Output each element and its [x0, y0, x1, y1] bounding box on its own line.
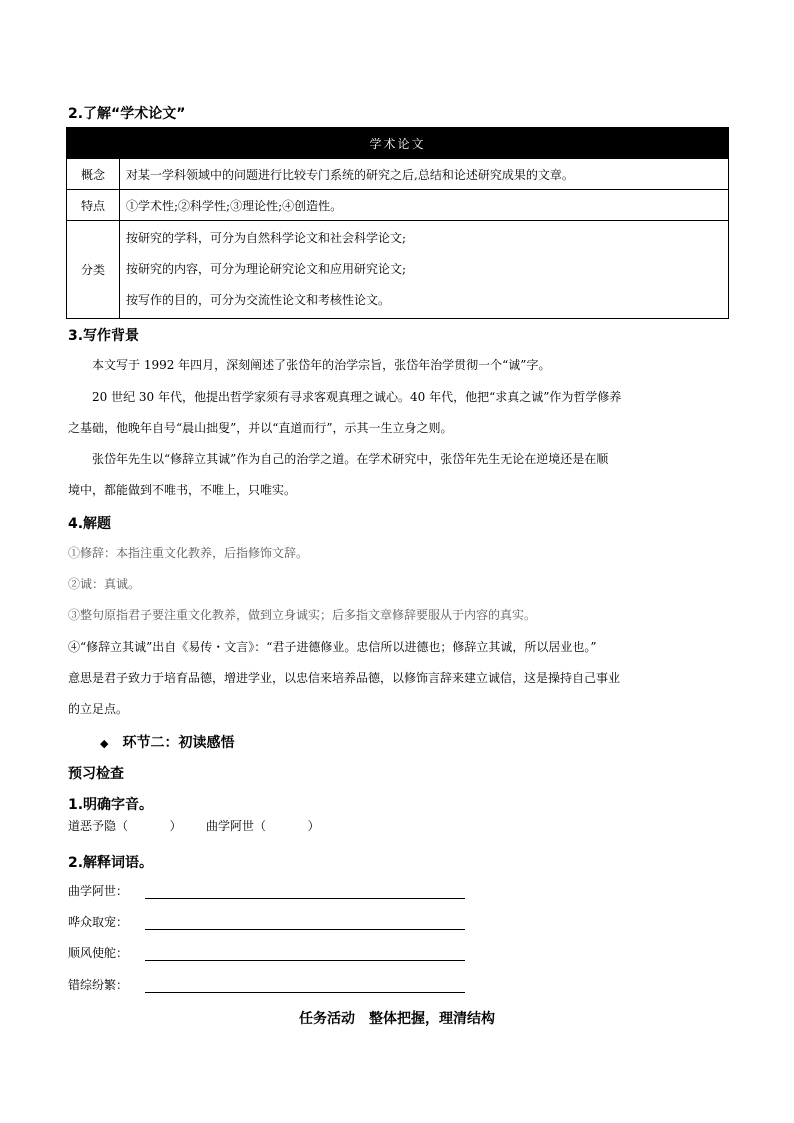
class-cell	[120, 221, 729, 319]
vocab-answer-line[interactable]	[145, 992, 465, 993]
table-row	[67, 159, 729, 190]
table-header: 学术论文	[67, 128, 729, 159]
section4-heading: 4.解题	[68, 516, 112, 532]
segment2-title: 环节二：初读感悟	[122, 735, 235, 751]
pronunciation-word: 道恶予隐（	[68, 819, 129, 833]
preview-heading: 预习检查	[68, 766, 124, 782]
vocab-term: 顺风使舵：	[68, 946, 129, 960]
background-paragraph-3: 张岱年先生以“修辞立其诚”作为自己的治学之道。在学术研究中，张岱年先生无论在逆境还是在顺	[92, 452, 609, 466]
vocab-answer-line[interactable]	[145, 898, 465, 899]
section3-heading: 3.写作背景	[68, 328, 140, 344]
pronunciation-heading: 1.明确字音。	[68, 797, 154, 813]
feature-label: 特点	[67, 190, 120, 221]
concept-label: 概念	[67, 159, 120, 190]
background-paragraph-2-cont: 之基础，他晚年自号“晨山拙叟”，并以“直道而行”，示其一生立身之则。	[68, 421, 453, 435]
title-explain-item-3: ③整句原指君子要注重文化教养，做到立身诚实；后多指文章修辞要服从于内容的真实。	[68, 608, 537, 622]
concept-text: 对某一学科领域中的问题进行比较专门系统的研究之后,总结和论述研究成果的文章。	[120, 159, 729, 190]
background-paragraph-3-cont: 境中，都能做到不唯书，不唯上，只唯实。	[68, 483, 297, 497]
paren-close: ）	[307, 819, 320, 833]
title-explain-item-4: ④“修辞立其诚”出自《易传・文言》：“君子进德修业。忠信所以进德也；修辞立其诚，所以居业也。”	[68, 640, 597, 654]
academic-paper-table	[66, 127, 729, 319]
vocab-term: 错综纷繁：	[68, 978, 129, 992]
title-explain-item-2: ②诚：真诚。	[68, 577, 141, 591]
vocab-answer-line[interactable]	[145, 929, 465, 930]
table-row	[67, 221, 729, 319]
paren-close: ）	[169, 819, 182, 833]
class-label: 分类	[67, 221, 120, 319]
title-explain-item-1: ①修辞：本指注重文化教养，后指修饰文辞。	[68, 546, 309, 560]
table-row	[67, 190, 729, 221]
task-title: 任务活动 整体把握，理清结构	[299, 1011, 495, 1027]
vocab-answer-line[interactable]	[145, 960, 465, 961]
background-paragraph-2: 20 世纪 30 年代，他提出哲学家须有寻求客观真理之诚心。40 年代，他把“求真之诚”作为哲学修养	[92, 390, 622, 404]
section2-heading: 2.了解“学术论文”	[68, 106, 186, 122]
diamond-bullet-icon: ◆	[100, 737, 109, 750]
class-line: 按研究的内容，可分为理论研究论文和应用研究论文;	[126, 262, 407, 276]
background-paragraph-1: 本文写于 1992 年四月，深刻阐述了张岱年的治学宗旨，张岱年治学贯彻一个“诚”字。	[92, 358, 551, 372]
pronunciation-word: 曲学阿世（	[206, 819, 267, 833]
title-explain-item-4-cont: 意思是君子致力于培育品德，增进学业，以忠信来培养品德，以修饰言辞来建立诚信，这是操持自己事业	[68, 671, 621, 685]
vocab-term: 哗众取宠：	[68, 915, 129, 929]
class-line: 按写作的目的，可分为交流性论文和考核性论文。	[126, 293, 391, 307]
pronunciation-item-1	[68, 819, 182, 833]
table-header-row	[67, 128, 729, 159]
vocab-term: 曲学阿世：	[68, 884, 129, 898]
feature-text: ①学术性;②科学性;③理论性;④创造性。	[120, 190, 729, 221]
title-explain-item-4-end: 的立足点。	[68, 702, 129, 716]
segment2-heading	[100, 732, 234, 752]
class-line: 按研究的学科，可分为自然科学论文和社会科学论文;	[126, 231, 407, 245]
pronunciation-item-2	[206, 819, 320, 833]
vocab-heading: 2.解释词语。	[68, 855, 154, 871]
